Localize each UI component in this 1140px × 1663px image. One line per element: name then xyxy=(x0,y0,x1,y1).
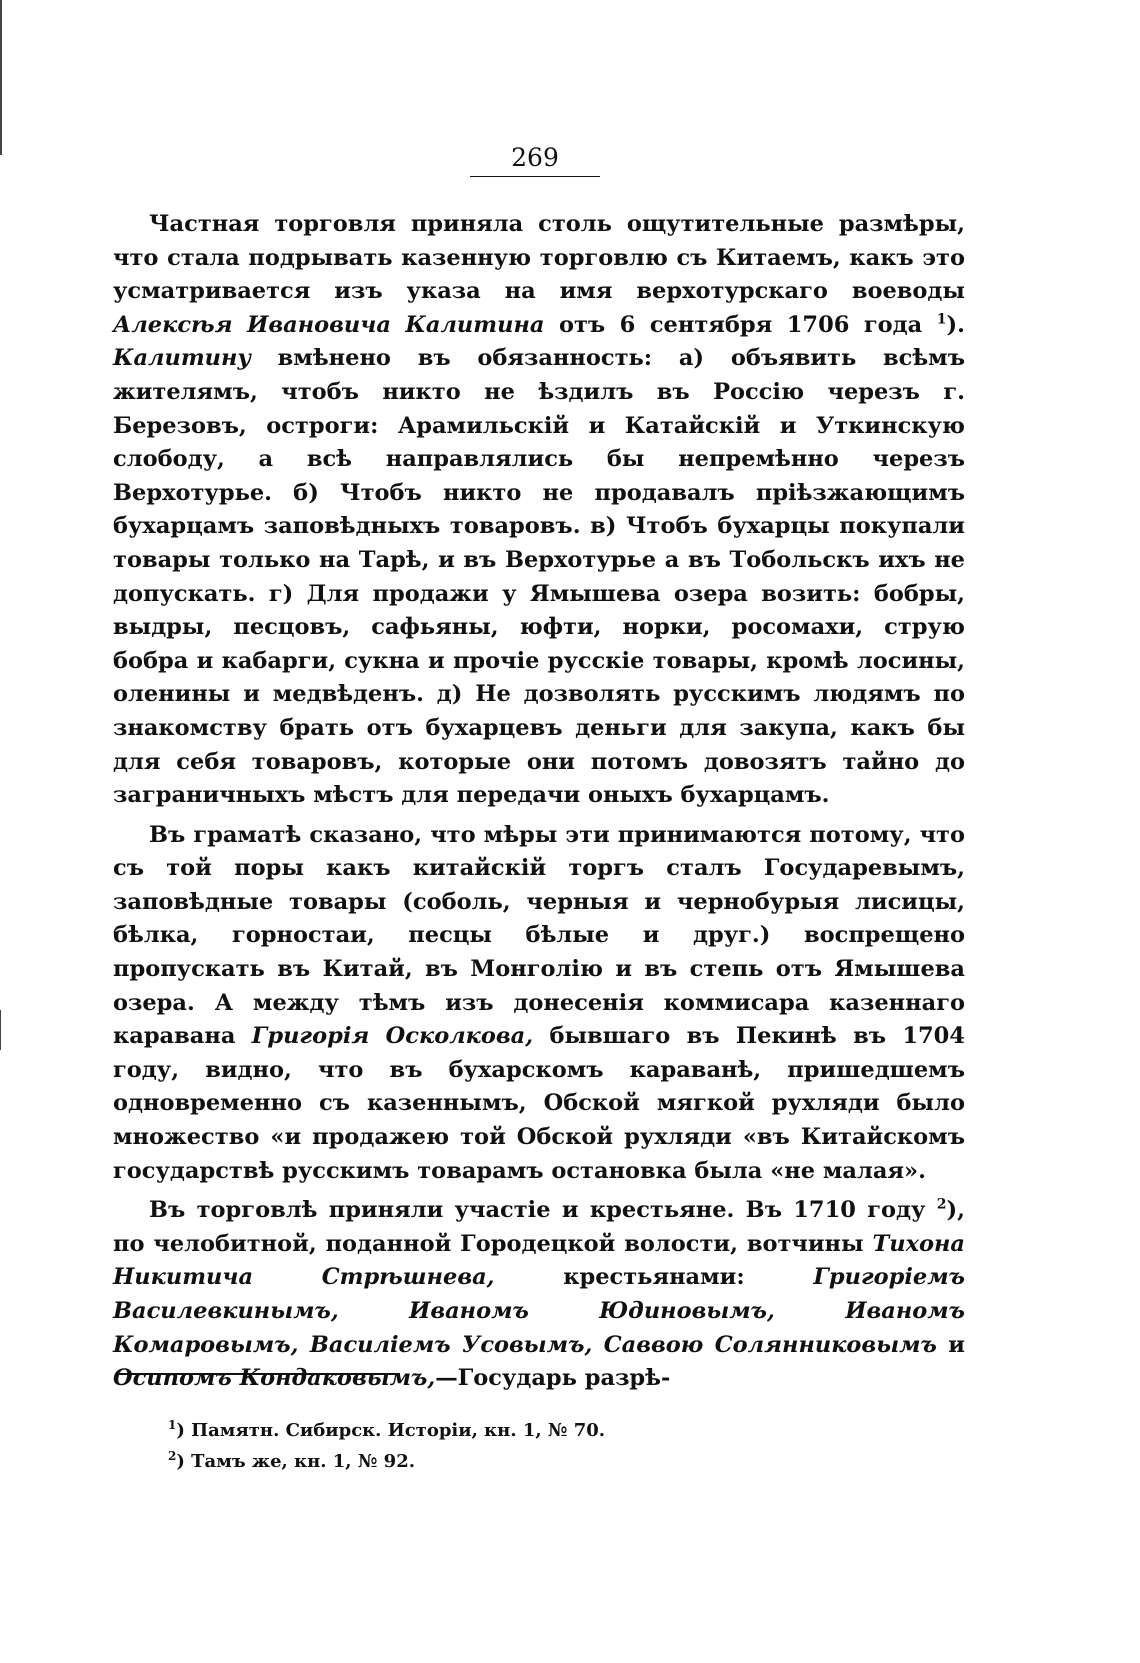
paragraph xyxy=(113,1194,965,1396)
text-run: ), по челобитной, поданной Городецкой волости, вотчины xyxy=(113,1197,965,1257)
footnote-reference: 2 xyxy=(936,1196,947,1213)
footnotes xyxy=(168,1415,868,1477)
footnote-mark: 2 xyxy=(168,1449,177,1463)
text-run: —Государь разрѣ- xyxy=(435,1365,671,1392)
italic-name: Осипомъ Кондаковымъ, xyxy=(113,1365,436,1392)
italic-name: Григорія Осколкова, xyxy=(251,1023,534,1050)
text-run: Въ граматѣ сказано, что мѣры эти принимаются потому, что съ той поры какъ китайскій торгъ сталъ Государевымъ, заповѣдные товары (соболь, черныя и чернобурыя лисицы, бѣлка, горностаи, песцы бѣлые и друг.) воспрещено пропускать въ Китай, въ Монголію и въ степь отъ Ямышева озера. А между тѣмъ изъ донесенія коммисара казеннаго каравана xyxy=(113,821,965,1050)
text-run: крестьянами: xyxy=(494,1264,814,1291)
italic-name: Григоріемъ Василевкинымъ, Иваномъ Юдиновымъ, Иваномъ Комаровымъ, Василіемъ Усовымъ, Саввою Солянниковымъ xyxy=(113,1264,965,1358)
text-run: ). xyxy=(946,311,966,338)
footnote-mark: 1 xyxy=(168,1418,177,1432)
footnote-text: ) Памятн. Сибирск. Исторіи, кн. 1, № 70. xyxy=(176,1420,606,1441)
text-run: бывшаго въ Пекинѣ въ 1704 году, видно, что въ бухарскомъ караванѣ, пришедшемъ одновременно съ казеннымъ, Обской мягкой рухляди было множество «и продажею той Обской рухляди «въ Китайскомъ государствѣ русскимъ товарамъ остановка была «не малая». xyxy=(113,1023,965,1184)
footnote xyxy=(168,1446,868,1477)
text-run: Въ торговлѣ приняли участіе и крестьяне. Въ 1710 году xyxy=(149,1197,937,1224)
footnote xyxy=(168,1415,868,1446)
italic-name: Тихона Никитича Стрѣшнева, xyxy=(113,1230,965,1291)
text-run: Частная торговля приняла столь ощутительные размѣры, что стала подрывать казенную торговлю съ Китаемъ, какъ это усматривается изъ указа на имя верхотурскаго воеводы xyxy=(113,211,965,305)
scan-edge-mark-middle xyxy=(0,1010,1,1050)
footnote-text: ) Тамъ же, кн. 1, № 92. xyxy=(176,1451,415,1472)
footnote-reference: 1 xyxy=(936,311,947,328)
italic-name: Алексѣя Ивановича Калитина xyxy=(113,311,545,338)
footnote-separator xyxy=(118,1373,400,1375)
scan-edge-mark-top xyxy=(0,0,2,155)
paragraph xyxy=(113,819,965,1189)
main-text xyxy=(113,208,965,1396)
italic-name: Калитину xyxy=(113,345,251,372)
text-run: и xyxy=(936,1331,965,1358)
paragraph xyxy=(113,208,965,813)
page-number: 269 xyxy=(470,143,600,177)
text-run: вмѣнено въ обязанность: а) объявить всѣмъ жителямъ, чтобъ никто не ѣздилъ въ Россію черезъ г. Березовъ, остроги: Арамильскій и Катайскій и Уткинскую слободу, а всѣ направлялись бы непремѣнно черезъ Верхотурье. б) Чтобъ никто не продавалъ пріѣзжающимъ бухарцамъ заповѣдныхъ товаровъ. в) Чтобъ бухарцы покупали товары только на Тарѣ, и въ Верхотурье а въ Тобольскъ ихъ не допускать. г) Для продажи у Ямышева озера возить: бобры, выдры, песцовъ, сафьяны, юфти, норки, росомахи, струю бобра и кабарги, сукна и прочіе русскіе товары, кромѣ лосины, оленины и медвѣденъ. д) Не дозволять русскимъ людямъ по знакомству брать отъ бухарцевъ деньги для закупа, какъ бы для себя товаровъ, которые они потомъ довозятъ тайно до заграничныхъ мѣстъ для передачи оныхъ бухарцамъ. xyxy=(113,345,965,809)
text-run: отъ 6 сентября 1706 года xyxy=(544,311,937,338)
